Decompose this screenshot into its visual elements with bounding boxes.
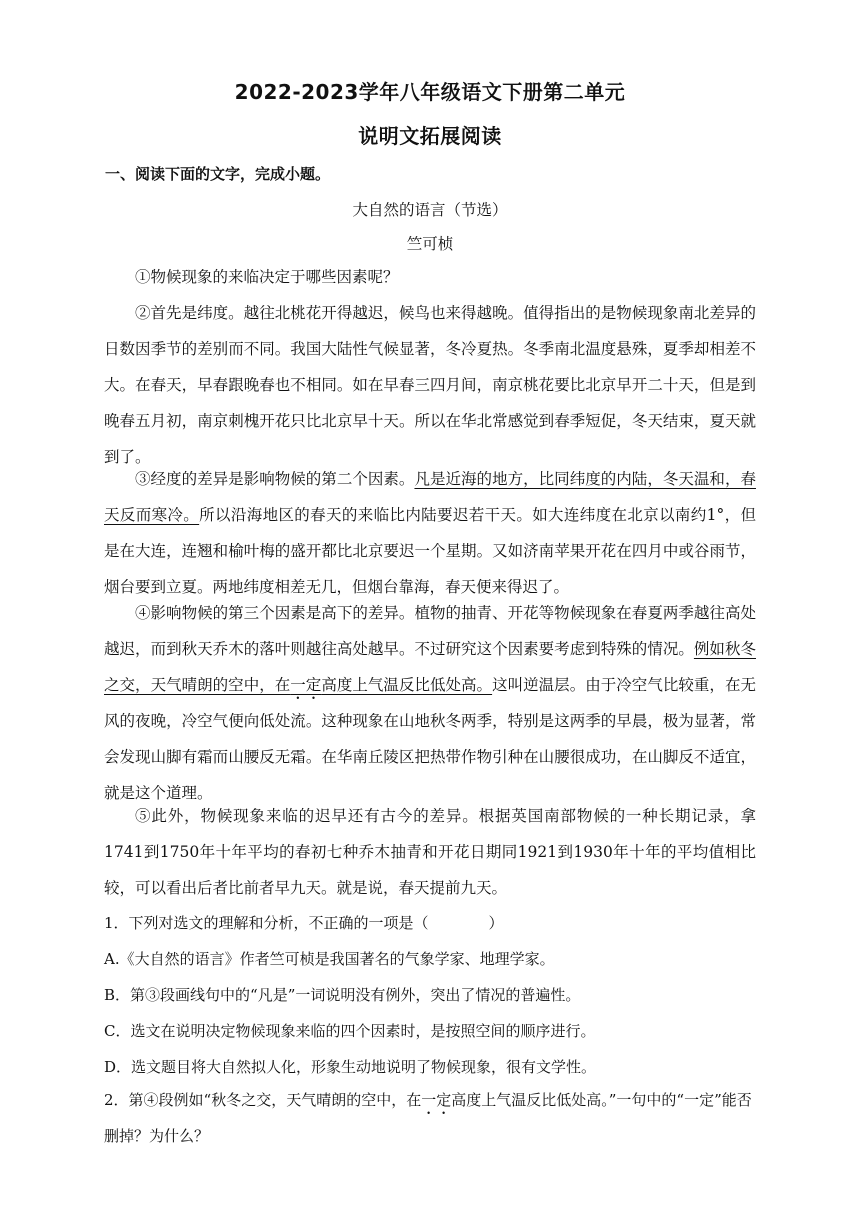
- document-subtitle: 说明文拓展阅读: [358, 124, 502, 148]
- underlined-sentence-p3: 凡是近海的地方，比同纬度的内陆，冬天温和，春天反而寒冷。: [104, 470, 756, 524]
- paragraph-4-rest: 这叫逆温层。由于冷空气比较重，在无风的夜晚，冷空气便向低处流。这种现象在山地秋冬两季，特别是这两季的早晨，极为显著，常会发现山脚有霜而山腰反无霜。在华南丘陵区把热带作物引种在山腰很成功，在山脚反不适宜， 就是这个道理。: [104, 676, 756, 802]
- paragraph-5: ⑤此外，物候现象来临的迟早还有古今的差异。根据英国南部物候的一种长期记录，拿1741到1750年十年平均的春初七种乔木抽青和开花日期同1921到1930年十年的平均值相比较，可以看出后者比前者早九天。就是说，春天提前九天。: [104, 807, 756, 897]
- question-2-rest: 高度上气温反比低处高。”一句中的“一定”能否删掉？为什么？: [104, 1091, 752, 1145]
- article-title: 大自然的语言（节选）: [352, 201, 508, 219]
- paragraph-3-rest: 所以沿海地区的春天的来临比内陆要迟若干天。如大连纬度在北京以南约1°，但是在大连，连翘和榆叶梅的盛开都比北京要迟一个星期。又如济南苹果开花在四月中或谷雨节，烟台要到立夏。两地纬度相差无几，但烟台靠海，春天便来得迟了。: [104, 506, 756, 596]
- question-2: [104, 1082, 760, 1154]
- document-title: 2022-2023学年八年级语文下册第二单元: [234, 80, 626, 104]
- underlined-sentence-p4-end: 高度上气温反比低处高。: [321, 676, 493, 694]
- question-2-emphasized-word: 一定: [421, 1091, 452, 1109]
- question-1-option-c: C．选文在说明决定物候现象来临的四个因素时，是按照空间的顺序进行。: [104, 1022, 596, 1040]
- question-2-lead: 2．第④段例如“秋冬之交，天气晴朗的空中，在: [104, 1091, 422, 1109]
- paragraph-4: [104, 595, 756, 811]
- paragraph-2: ②首先是纬度。越往北桃花开得越迟，候鸟也来得越晚。值得指出的是物候现象南北差异的日数因季节的差别而不同。我国大陆性气候显著，冬冷夏热。冬季南北温度悬殊，夏季却相差不大。在春天，早春跟晚春也不相同。如在早春三四月间，南京桃花要比北京早开二十天，但是到晚春五月初，南京刺槐开花只比北京早十天。所以在华北常感觉到春季短促，冬天结束，夏天就到了。: [104, 304, 756, 466]
- underlined-sentence-p4-start: 例如秋冬之交，天气晴朗的空中，在: [104, 640, 756, 694]
- question-1: 1．下列对选文的理解和分析，不正确的一项是（ ）: [104, 914, 504, 932]
- emphasized-word-yiding: 一定: [290, 676, 322, 694]
- question-1-option-b: B．第③段画线句中的“凡是”一词说明没有例外，突出了情况的普遍性。: [104, 986, 581, 1004]
- paragraph-3-lead: ③经度的差异是影响物候的第二个因素。: [135, 470, 415, 488]
- paragraph-1: ①物候现象的来临决定于哪些因素呢？: [135, 268, 399, 286]
- question-1-option-d: D．选文题目将大自然拟人化，形象生动地说明了物候现象，很有文学性。: [104, 1058, 597, 1076]
- paragraph-4-lead: ④影响物候的第三个因素是高下的差异。植物的抽青、开花等物候现象在春夏两季越往高处越迟，而到秋天乔木的落叶则越往高处越早。不过研究这个因素要考虑到特殊的情况。: [104, 604, 756, 658]
- article-author: 竺可桢: [406, 235, 454, 253]
- question-1-option-a: A.《大自然的语言》作者竺可桢是我国著名的气象学家、地理学家。: [104, 950, 555, 968]
- paragraph-3: [104, 461, 756, 605]
- section-heading: 一、阅读下面的文字，完成小题。: [105, 165, 331, 183]
